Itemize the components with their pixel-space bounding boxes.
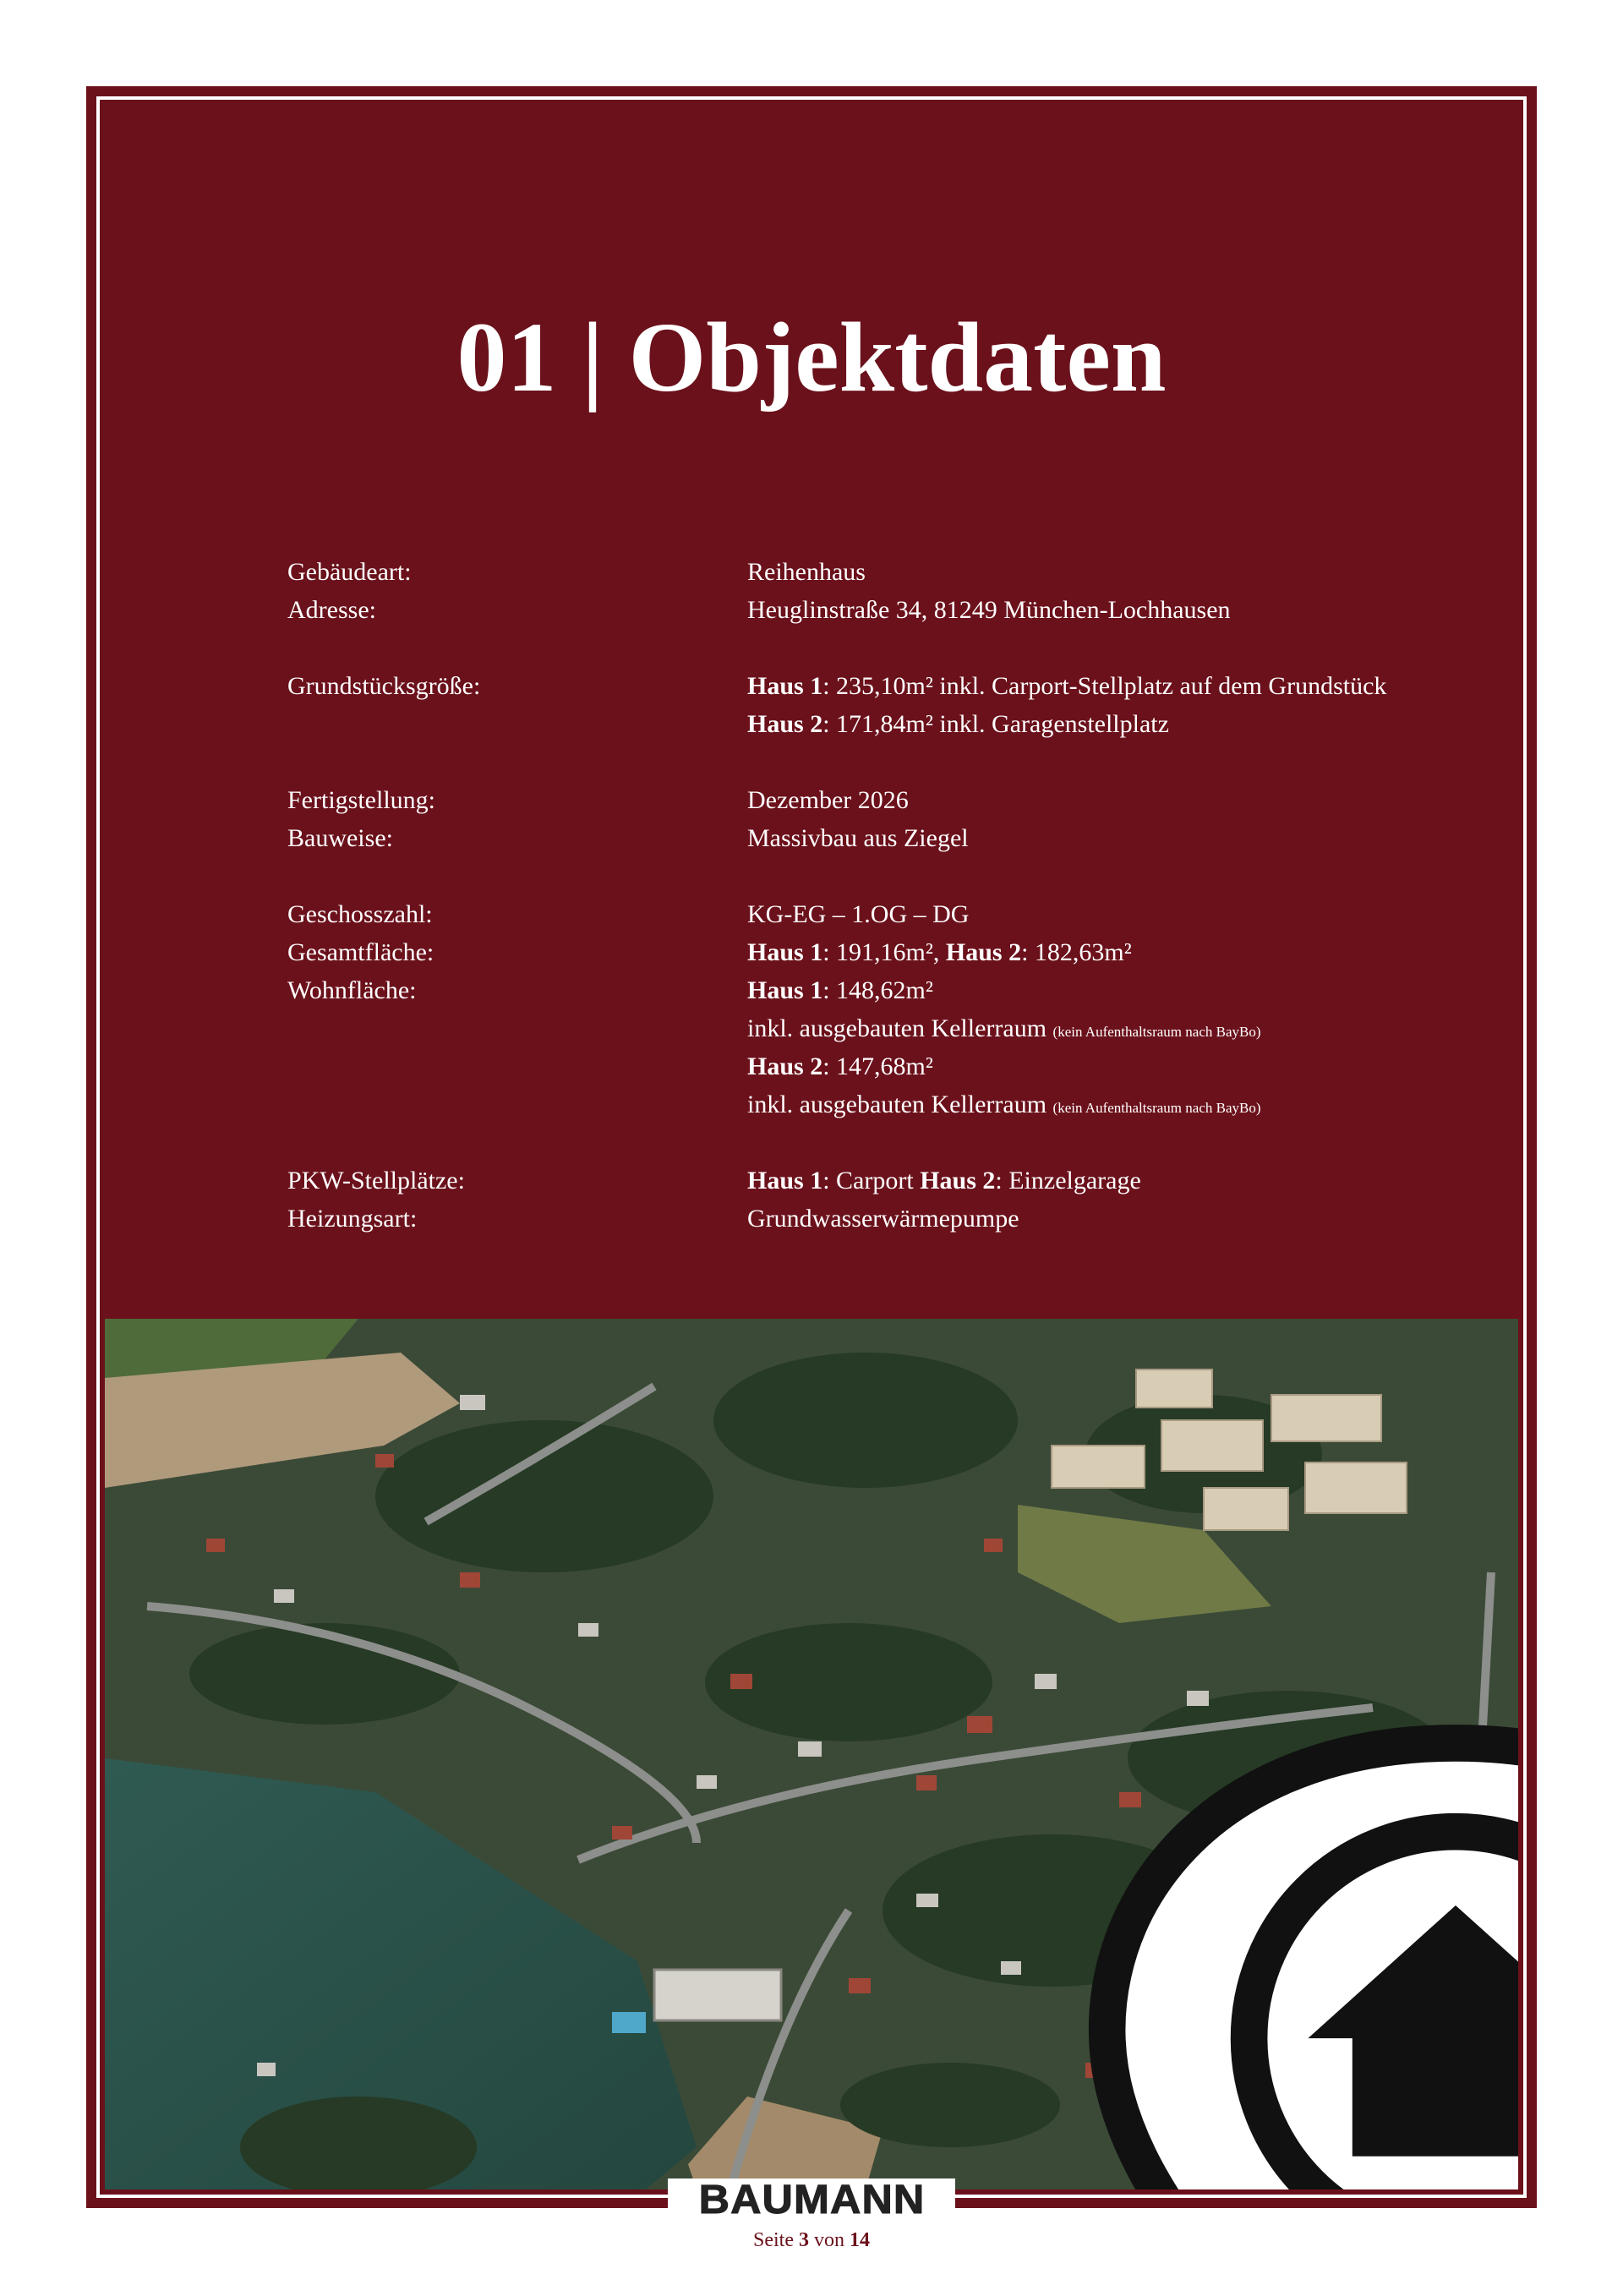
label-pkw: PKW-Stellplätze: (287, 1167, 465, 1194)
page-title: 01 | Objektdaten (456, 302, 1167, 413)
value-pkw: Haus 1: Carport Haus 2: Einzelgarage (747, 1167, 1141, 1194)
row-grundstueck (287, 667, 1505, 705)
value-bauweise: Massivbau aus Ziegel (747, 824, 969, 852)
label-fertigstellung: Fertigstellung: (287, 786, 435, 814)
row-wohnflaeche-note1 (287, 1009, 1505, 1047)
row-wohnflaeche-note2 (287, 1085, 1505, 1123)
row-grundstueck-haus2 (287, 705, 1505, 743)
row-fertigstellung (287, 781, 1505, 819)
label-heizung: Heizungsart: (287, 1205, 418, 1233)
house-location-marker-icon (749, 1714, 1518, 2189)
value-wohnflaeche-note1: inkl. ausgebauten Kellerraum (kein Aufenthaltsraum nach BayBo) (747, 1014, 1261, 1042)
value-fertigstellung: Dezember 2026 (747, 786, 909, 814)
row-geschosszahl (287, 895, 1505, 933)
value-wohnflaeche-haus2: Haus 2: 147,68m² (747, 1052, 933, 1080)
label-adresse: Adresse: (287, 596, 376, 624)
label-grundstueck: Grundstücksgröße: (287, 672, 481, 700)
value-adresse: Heuglinstraße 34, 81249 München-Lochhausen (747, 596, 1231, 624)
row-bauweise (287, 819, 1505, 857)
label-gesamtflaeche: Gesamtfläche: (287, 938, 434, 966)
label-bauweise: Bauweise: (287, 824, 393, 852)
value-grundstueck-haus2: Haus 2: 171,84m² inkl. Garagenstellplatz (747, 710, 1169, 738)
value-gebaeudeart: Reihenhaus (747, 558, 866, 586)
page-number: Seite 3 von 14 (753, 2229, 870, 2251)
aerial-photo (105, 1319, 1518, 2189)
content-panel (105, 105, 1518, 2189)
label-gebaeudeart: Gebäudeart: (287, 558, 412, 586)
row-wohnflaeche-haus2 (287, 1047, 1505, 1085)
page-frame (86, 86, 1537, 2208)
value-wohnflaeche-note2: inkl. ausgebauten Kellerraum (kein Aufenthaltsraum nach BayBo) (747, 1091, 1261, 1118)
row-pkw (287, 1162, 1505, 1200)
label-wohnflaeche: Wohnfläche: (287, 976, 417, 1004)
label-geschosszahl: Geschosszahl: (287, 900, 433, 928)
value-geschosszahl: KG-EG – 1.OG – DG (747, 900, 970, 928)
row-wohnflaeche (287, 971, 1505, 1009)
row-heizung (287, 1200, 1505, 1238)
row-gesamtflaeche (287, 933, 1505, 971)
value-grundstueck-haus1: Haus 1: 235,10m² inkl. Carport-Stellplatz auf dem Grundstück (747, 672, 1387, 700)
row-adresse (287, 591, 1505, 629)
property-data-table (287, 553, 1505, 1238)
value-wohnflaeche-haus1: Haus 1: 148,62m² (747, 976, 933, 1004)
value-gesamtflaeche: Haus 1: 191,16m², Haus 2: 182,63m² (747, 938, 1132, 966)
row-gebaeudeart (287, 553, 1505, 591)
company-logo (668, 2178, 955, 2222)
value-heizung: Grundwasserwärmepumpe (747, 1205, 1019, 1233)
logo-text: BAUMANN (698, 2178, 925, 2222)
